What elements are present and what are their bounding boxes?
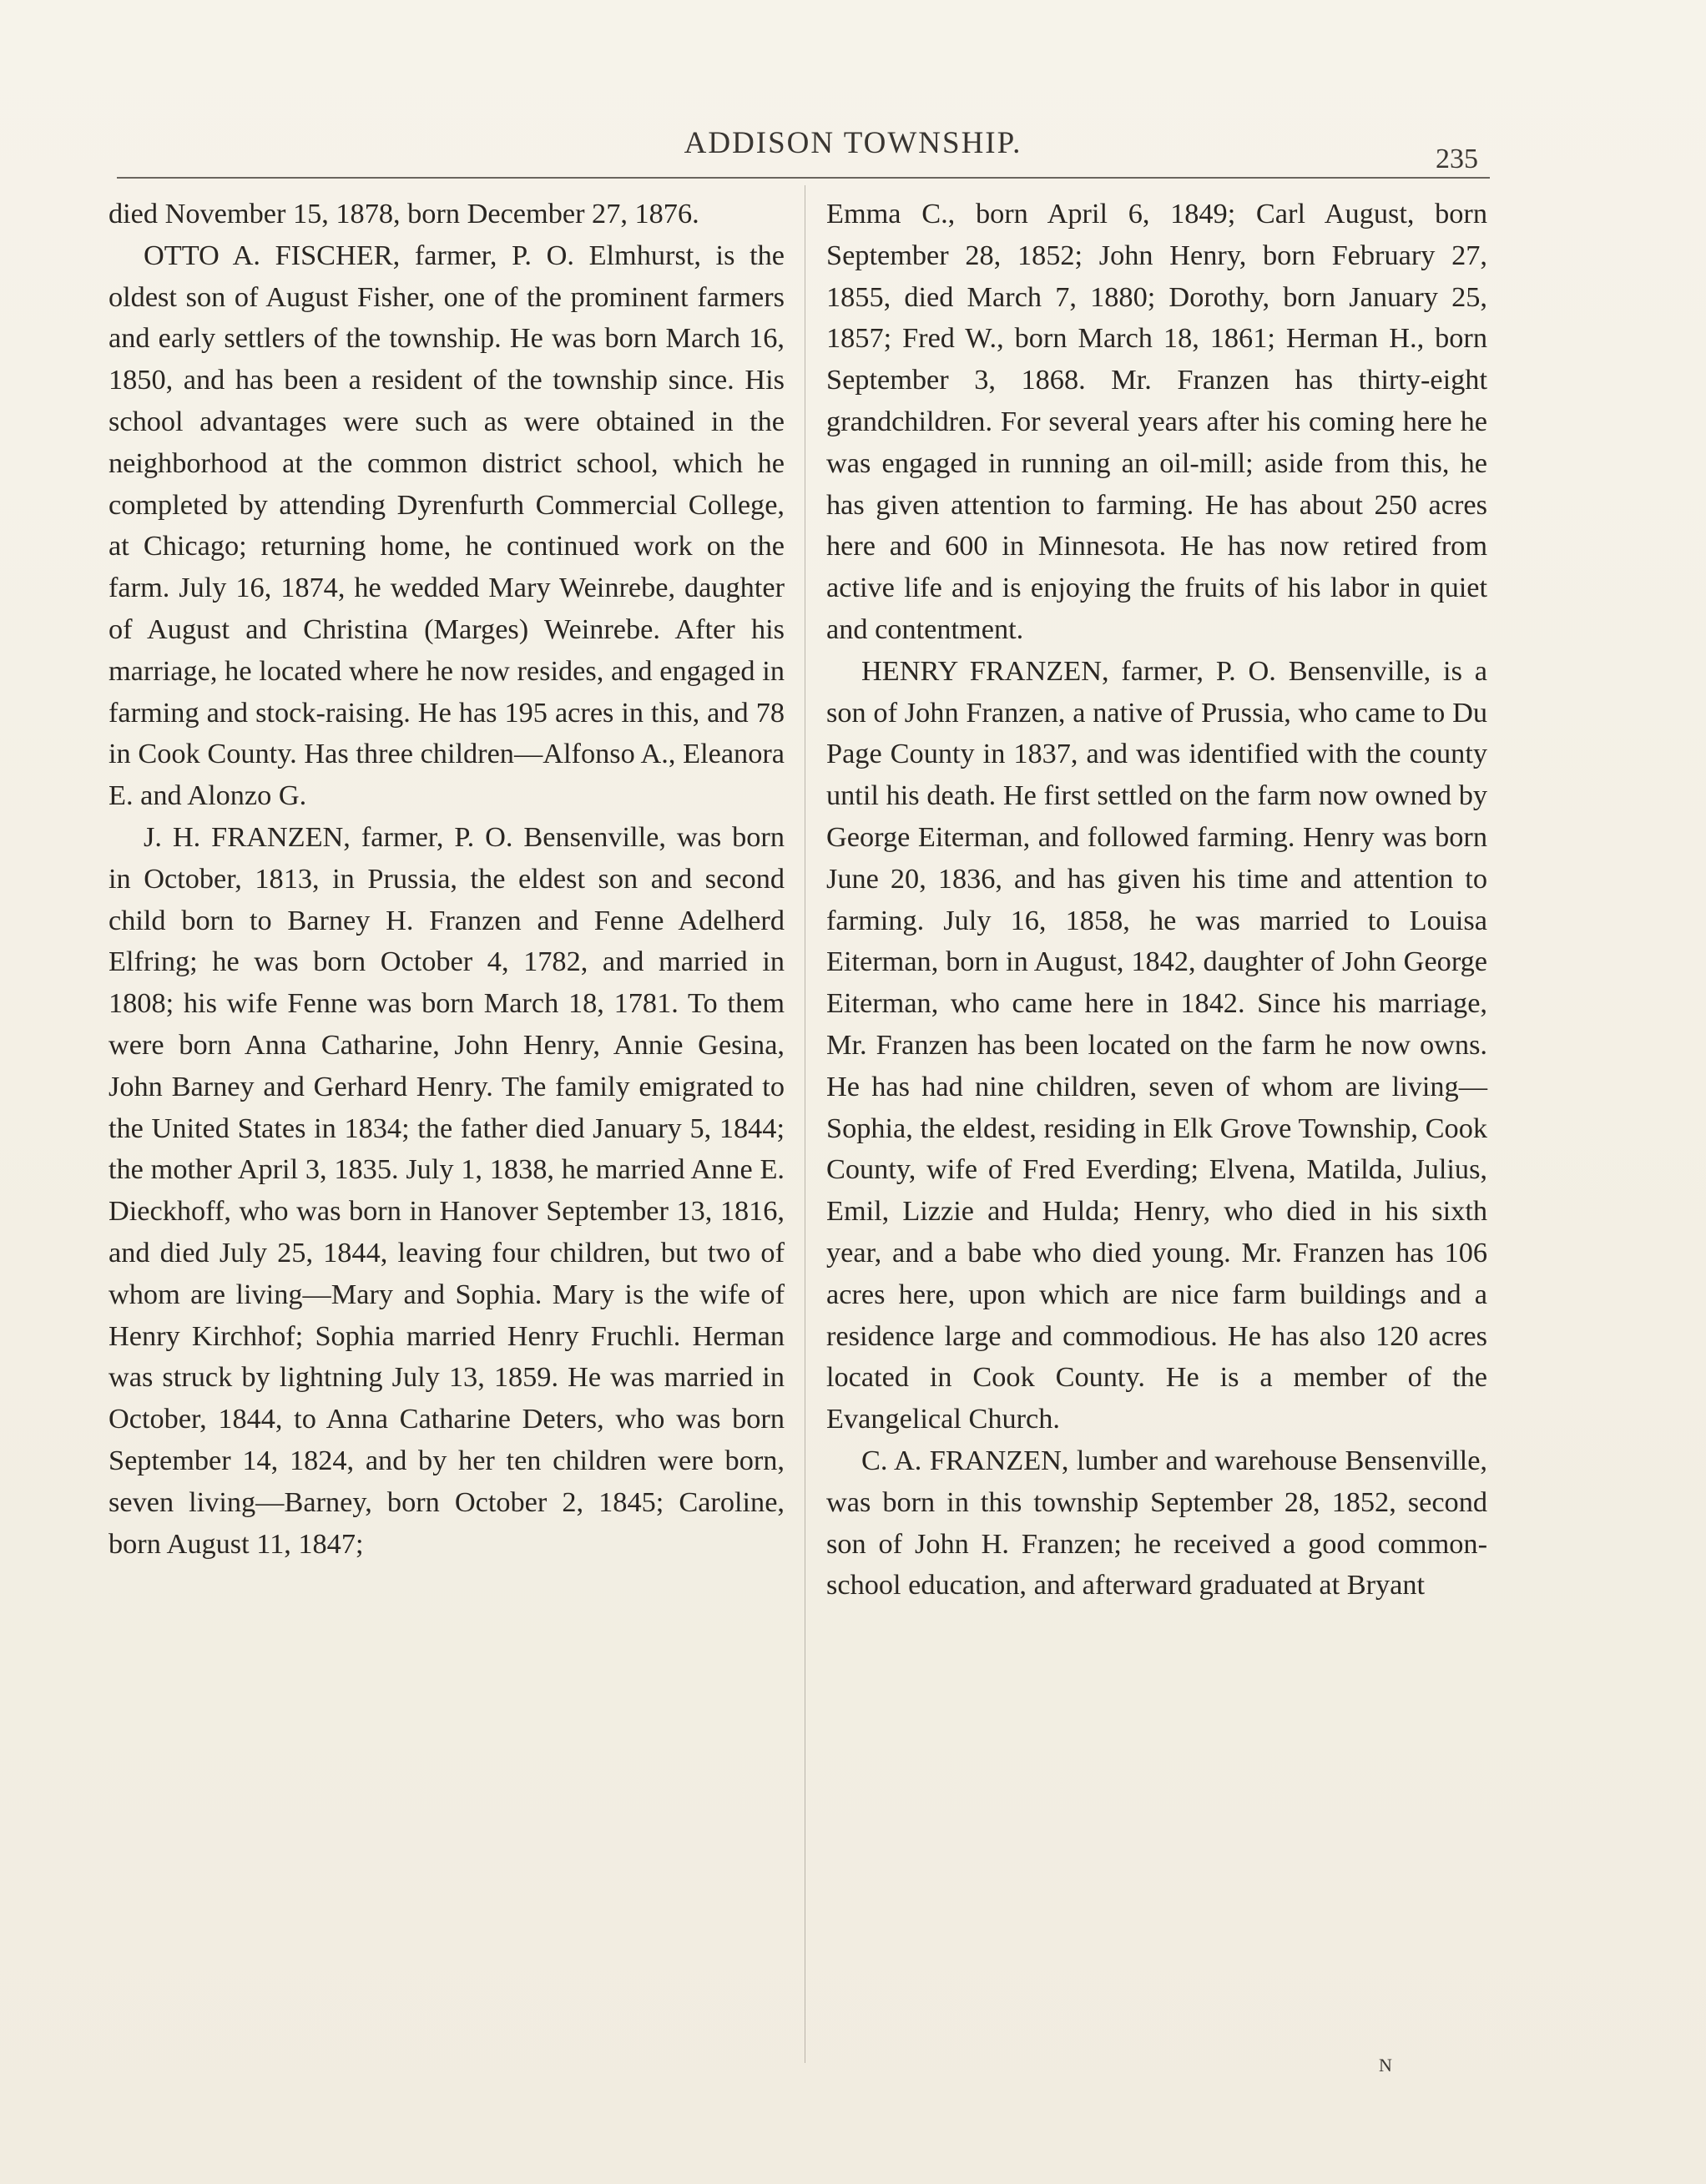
paragraph-continuation-right: Emma C., born April 6, 1849; Carl August, born September 28, 1852; John Henry, born February 27, 1855, died March 7, 1880; Dorothy, born January 25, 1857; Fred W., born March 18, 1861; Herman H., born September 3, 1868. Mr. Franzen has thirty-eight grandchildren. For several years after his coming here he was engaged in running an oil-mill; aside from this, he has given attention to farming. He has about 250 acres here and 600 in Minnesota. He has now retired from active life and is enjoying the fruits of his labor in quiet and contentment.	[826, 198, 1487, 645]
paragraph-otto-fischer: OTTO A. FISCHER, farmer, P. O. Elmhurst, is the oldest son of August Fisher, one of the prominent farmers and early settlers of the township. He was born March 16, 1850, and has been a resident of the township since. His school advantages were such as were obtained in the neighborhood at the common district school, which he completed by attending Dyrenfurth Commercial College, at Chicago; returning home, he continued work on the farm. July 16, 1874, he wedded Mary Weinrebe, daughter of August and Christina (Marges) Weinrebe. After his marriage, he located where he now resides, and engaged in farming and stock-raising. He has 195 acres in this, and 78 in Cook County. Has three children—Alfonso A., Eleanora E. and Alonzo G.	[109, 239, 785, 812]
left-column	[109, 194, 785, 1565]
header-rule	[117, 177, 1490, 179]
right-column	[826, 194, 1487, 1606]
paragraph-jh-franzen: J. H. FRANZEN, farmer, P. O. Bensenville, was born in October, 1813, in Prussia, the eldest son and second child born to Barney H. Franzen and Fenne Adelherd Elfring; he was born October 4, 1782, and married in 1808; his wife Fenne was born March 18, 1781. To them were born Anna Catharine, John Henry, Annie Gesina, John Barney and Gerhard Henry. The family emigrated to the United States in 1834; the father died January 5, 1844; the mother April 3, 1835. July 1, 1838, he married Anne E. Dieckhoff, who was born in Hanover September 13, 1816, and died July 25, 1844, leaving four children, but two of whom are living—Mary and Sophia. Mary is the wife of Henry Kirchhof; Sophia married Henry Fruchli. Herman was struck by lightning July 13, 1859. He was married in October, 1844, to Anna Catharine Deters, who was born September 14, 1824, and by her ten children were born, seven living—Barney, born October 2, 1845; Caroline, born August 11, 1847;	[109, 820, 785, 1560]
signature-mark: N	[1379, 2055, 1392, 2076]
page-number: 235	[1436, 144, 1478, 174]
paragraph-henry-franzen: HENRY FRANZEN, farmer, P. O. Bensenville, is a son of John Franzen, a native of Prussia, who came to Du Page County in 1837, and was identified with the county until his death. He first settled on the farm now owned by George Eiterman, and followed farming. Henry was born June 20, 1836, and has given his time and attention to farming. July 16, 1858, he was married to Louisa Eiterman, born in August, 1842, daughter of John George Eiterman, who came here in 1842. Since his marriage, Mr. Franzen has been located on the farm he now owns. He has had nine children, seven of whom are living—Sophia, the eldest, residing in Elk Grove Township, Cook County, wife of Fred Everding; Elvena, Matilda, Julius, Emil, Lizzie and Hulda; Henry, who died in his sixth year, and a babe who died young. Mr. Franzen has 106 acres here, upon which are nice farm buildings and a residence large and commodious. He has also 120 acres located in Cook County. He is a member of the Evangelical Church.	[826, 654, 1487, 1435]
paragraph-continuation: died November 15, 1878, born December 27, 1876.	[109, 198, 699, 229]
running-title: ADDISON TOWNSHIP.	[684, 126, 1022, 160]
paragraph-ca-franzen: C. A. FRANZEN, lumber and warehouse Bensenville, was born in this township September 28, 1852, second son of John H. Franzen; he received a good common-school education, and afterward graduated at Bryant	[826, 1444, 1487, 1601]
